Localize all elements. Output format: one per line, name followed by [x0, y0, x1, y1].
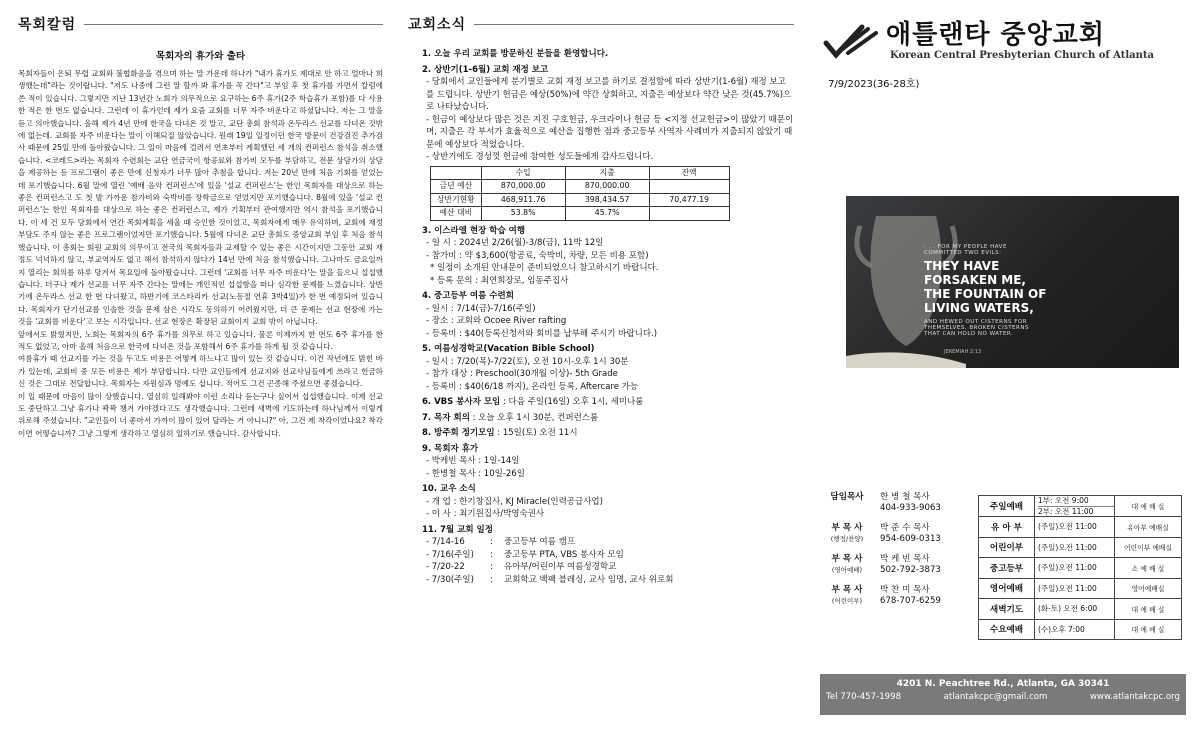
news-list — [408, 48, 794, 586]
news-line: - 등록비 : $40(6/18 까지), 온라인 등록, Aftercare 가능 — [426, 381, 639, 392]
staff-role — [820, 492, 874, 514]
finance-cell: 금년 예산 — [431, 180, 482, 194]
service-time-1: 1부: 오전 9:00 — [1038, 496, 1089, 505]
schedule-date: - 7/16(주일) — [426, 549, 474, 560]
staff-name: 박 준 수 목사 — [880, 523, 930, 533]
service-name: 유 아 부 — [979, 517, 1035, 538]
service-time: (주일)오전 11:00 — [1035, 578, 1115, 599]
news-line: - 박케빈 목사 : 1일-14일 — [426, 456, 520, 466]
pastor-column — [18, 14, 383, 719]
service-location: 대 예 배 실 — [1115, 496, 1182, 517]
header-rule — [84, 24, 383, 25]
service-row — [979, 496, 1182, 517]
finance-header: 잔액 — [649, 166, 729, 180]
finance-header — [431, 166, 482, 180]
news-line: - 당회에서 교인들에게 분기별로 교회 재정 보고를 하기로 결정함에 따라 상반기(1-6월) 재정 보고를 드립니다. 상반기 헌금은 예상(50%)에 약간 상회하고, 지출은 예상보다 약간 낮은 것(45.7%)으로 나타났습니다. — [426, 77, 792, 112]
news-item-pastor-vacation — [422, 443, 794, 481]
church-logo — [822, 20, 1188, 61]
staff-row — [820, 492, 970, 514]
news-line: - 헌금이 예상보다 많은 것은 지진 구호헌금, 우크라이나 헌금 등 <지정 선교헌금>이 많았기 때문이며, 지출은 각 부서가 효율적으로 예산을 집행한 점과 중고등부 사역자 사례비가 지출되지 않았기 때문에 예상보다 적었습니다. — [426, 114, 794, 150]
finance-cell: 53.8% — [481, 207, 565, 221]
staff-role — [820, 585, 874, 607]
service-row — [979, 578, 1182, 599]
service-name: 새벽기도 — [979, 599, 1035, 620]
staff-contact — [874, 554, 941, 576]
service-row — [979, 599, 1182, 620]
church-name-kr: 애틀랜타 중앙교회 — [886, 20, 1105, 50]
service-row — [979, 537, 1182, 558]
service-name: 주일예배 — [979, 496, 1035, 517]
news-item-title: 6. VBS 봉사자 모임 — [422, 397, 501, 407]
poster-text — [924, 244, 1046, 355]
finance-header: 지출 — [565, 166, 649, 180]
service-name: 중고등부 — [979, 558, 1035, 579]
service-location: 유아부 예배실 — [1115, 517, 1182, 538]
staff-row — [820, 523, 970, 545]
service-row — [979, 517, 1182, 538]
contact-footer — [820, 674, 1186, 715]
staff-name: 한 병 철 목사 — [880, 492, 930, 502]
finance-cell: 398,434.57 — [565, 193, 649, 207]
column-header — [18, 14, 383, 34]
service-time-2: 2부: 오전 11:00 — [1038, 506, 1114, 516]
staff-phone: 678-707-6259 — [880, 596, 941, 606]
column-title: 목회자의 휴가와 출타 — [155, 51, 246, 62]
news-item-text: : 오늘 오후 1시 30분, 컨퍼런스룸 — [469, 412, 599, 423]
finance-cell: 70,477.19 — [649, 193, 729, 207]
bulletin-date: 7/9/2023(36-28호) — [828, 79, 920, 90]
schedule-event: 중고등부 여름 캠프 — [504, 537, 576, 547]
news-line: - 일시 : 7/20(목)-7/22(토), 오전 10시-오후 1시 30분 — [426, 356, 629, 367]
service-name: 수요예배 — [979, 619, 1035, 640]
schedule-event: 중고등부 PTA, VBS 봉사자 모임 — [504, 549, 624, 560]
schedule-sep: : — [490, 537, 493, 547]
staff-phone: 954-609-0313 — [880, 534, 941, 544]
service-location: 대 예 배 실 — [1115, 619, 1182, 640]
service-time: (주일)오전 11:00 — [1035, 537, 1115, 558]
column-paragraph: 목회자들이 은퇴 무렵 교회와 불협화음을 겪으며 하는 말 가운데 하나가 "내가 휴가도 제대로 안 하고 얼마나 희생했는데"라는 것이랍니다. "저도 나중에 그런 말 할까 봐 휴가를 꼭 간다"고 부임 후 첫 휴가를 가면서 칼럼에 쓴 적이 있습니다. 그렇지만 지난 13년간 노회가 의무적으로 요구하는 6주 휴가(2주 학습휴가 포함)를 다 사용한 적은 한 번도 없습니다. 그런데 이 휴가인데 제가 요즘 교회를 너무 자주 비운다고 하셨답니다. 저는 그 말을 듣고 의아했습니다. 올해 제가 4년 만에 한국을 다녀온 것 말고, 교단 총회 참석과 온두라스 선교를 다녀온 것밖에 없는데. 교회를 자주 비운다는 말이 이해되질 않았습니다. 원래 19일 일정이던 한국 방문이 건강검진 추가검사 때문에 25일 만에 돌아왔습니다. 그 일이 마음에 걸려서 연초부터 계획했던 세 개의 컨퍼런스 참석을 취소했습니다. <코레드>라는 목회자 수련회는 교단 연금국이 항공료와 참가비 모두를 부담하고, 전문 상담가의 상담을 제공하는 등 프로그램이 좋은 만에 신청자가 너무 많아 추첨을 합니다. 저는 20년 만에 처음 기회를 얻었는데 포기했습니다. 6월 말에 열린 '예배 음악 컨퍼런스'에 있을 '설교 컨퍼런스'는 한인 목회자를 대상으로 하는 좋은 컨퍼런스고 도 첫 발 가까운 참가비와 숙박비를 장학금으로 얻었지만 포기했습니다. 8월에 있을 '설교 컨퍼런스'는 한인 목회자를 대상으로 하는 좋은 컨퍼런스고, 제가 기획부터 관여했지만 역시 참석을 포기했습니다. 이 세 건 모두 당회에서 연간 목회계획을 세울 때 승인한 것이었고, 목회자에게 매우 유익하며, 교회에 재정 부담도 주지 않는 좋은 프로그램이었지만 포기했습니다. 5월에 다녀온 교단 총회도 중앙교회 부임 후 처음 참석했습니다. 이 총회는 회원 교회의 의무이고 전국의 목회자들과 교제할 수 있는 좋은 시간이지만 그동안 교회 재정도 넉넉하지 않고, 부교역자도 없고 해서 참석하지 않다가 14년 만에 처음 참석했습니다. 그나마도 금요일까지 열리는 회의를 하루 당겨서 목요일에 돌아왔습니다. 그런데 '교회를 너무 자주 비운다'는 말을 들으니 섭섭했습니다. 더구나 제가 선교를 너무 자주 간다는 말에는 개인적인 섭섭함을 떠나 심각한 문제를 느꼈습니다. 상반기에 온두라스 선교 한 번 다녀왔고, 하반기에 코스타리카 선교(노동절 연휴 3박4일)가 한 번 예정되어 있습니다. 목회자가 단기선교를 인솔한 것을 문제 삼은 시각도 동의하기 어려웠지만, 더 큰 문제는 선교 현장에 가는 것을 '교회를 비운다'고 보는 시각입니다. 선교 현장은 확장된 교회이지 교회 밖이 아닙니다. — [18, 69, 383, 327]
news-item-title: 10. 교우 소식 — [422, 484, 476, 494]
poster-headline: THEY HAVE FORSAKEN ME, THE FOUNTAIN OF LIVING WATERS, — [924, 259, 1047, 315]
finance-cell: 870,000.00 — [565, 180, 649, 194]
schedule-list — [422, 536, 794, 586]
service-time — [1035, 496, 1115, 517]
news-item-israel-trip — [422, 225, 794, 288]
church-phone: Tel 770-457-1998 — [826, 692, 902, 702]
staff-row — [820, 554, 970, 576]
news-line: - 한병철 목사 : 10일-26일 — [426, 468, 525, 479]
service-name: 영어예배 — [979, 578, 1035, 599]
news-item-text: : 다음 주일(16일) 오후 1시, 세미나룸 — [500, 397, 644, 407]
contact-line — [820, 692, 1186, 702]
news-column — [408, 14, 794, 719]
staff-phone: 502-792-3873 — [880, 565, 941, 575]
news-line: - 참가 대상 : Preschool(30개월 이상)- 5th Grade — [426, 369, 618, 379]
news-item-title: 2. 상반기(1-6월) 교회 재정 보고 — [422, 64, 549, 75]
news-line: - 참가비 : 약 $3,600(항공료, 숙박비, 차량, 모든 비용 포함) — [426, 250, 649, 261]
news-item-title: 11. 7월 교회 일정 — [422, 524, 493, 535]
schedule-date: - 7/14-16 — [426, 537, 465, 547]
finance-cell: 468,911.76 — [481, 193, 565, 207]
schedule-sep: : — [490, 574, 493, 585]
schedule-sep: : — [490, 562, 493, 572]
staff-role-label: 담임목사 — [830, 492, 864, 502]
news-line: - 일 시 : 2024년 2/26(월)-3/8(금), 11박 12일 — [426, 238, 604, 248]
finance-cell: 상반기현황 — [431, 193, 482, 207]
church-logo-icon — [822, 21, 880, 61]
staff-phone: 404-933-9063 — [880, 503, 941, 513]
service-time: (화-토) 오전 6:00 — [1035, 599, 1115, 620]
staff-role-label: 부 목 사 — [831, 554, 863, 564]
staff-role-label: 부 목 사 — [831, 585, 863, 595]
news-line: - 이 사 : 최기원집사/박영숙권사 — [426, 509, 545, 519]
news-item-vbs — [422, 343, 794, 393]
finance-header: 수입 — [481, 166, 565, 180]
schedule-event: 유아부/어린이부 여름성경학교 — [504, 562, 617, 572]
schedule-sep: : — [490, 549, 493, 560]
service-location: 대 예 배 실 — [1115, 599, 1182, 620]
church-address: 4201 N. Peachtree Rd., Atlanta, GA 30341 — [896, 679, 1110, 689]
service-location: 소 예 배 실 — [1115, 558, 1182, 579]
news-line: - 등록비 : $40(등록신청서와 회비를 납부해 주시기 바랍니다.) — [426, 328, 658, 339]
news-item-july-schedule — [422, 524, 794, 587]
staff-role-sub: (영어예배) — [831, 566, 863, 574]
poster-continuation: AND HEWED OUT CISTERNS FOR THEMSELVES, BROKEN CISTERNS THAT CAN HOLD NO WATER. — [924, 319, 1029, 337]
service-row — [979, 619, 1182, 640]
column-body — [18, 68, 383, 440]
poster-intro: . . . FOR MY PEOPLE HAVE COMMITTED TWO EVILS: — [924, 244, 1007, 256]
column-paragraph: 여름휴가 때 선교지를 가는 것을 두고도 비용은 어떻게 하느냐고 많이 있는 것 같습니다. 이건 작년에도 밝힌 바가 있는데, 교회비 중 모든 비용은 제가 부담합니다. 다만 교인들에게 선교지와 선교사님들에게 쓰라고 헌금하신 것은 그대로 전달합니다. 목회자는 자원심과 명예도 삽니다. 적어도 그건 곤종해 주셨으면 좋겠습니다. — [18, 354, 383, 389]
church-info-column — [812, 14, 1188, 719]
finance-cell: 예산 대비 — [431, 207, 482, 221]
scripture-poster — [846, 196, 1179, 368]
news-item-text: : 15일(토) 오전 11시 — [494, 428, 578, 438]
staff-name: 박 케 빈 목사 — [880, 554, 930, 564]
news-line: * 일정이 소개된 안내문이 준비되었으니 참고하시기 바랍니다. — [430, 263, 659, 273]
news-item-welcome: 1. 오늘 우리 교회를 방문하신 분들을 환영합니다. — [422, 49, 609, 59]
service-name: 어린이부 — [979, 537, 1035, 558]
staff-role-sub: (어린이부) — [831, 597, 863, 605]
staff-role — [820, 554, 874, 576]
finance-cell — [649, 207, 729, 221]
finance-cell: 870,000.00 — [481, 180, 565, 194]
news-item-title: 4. 중고등부 여름 수련회 — [422, 291, 514, 301]
service-location: 영어예배실 — [1115, 578, 1182, 599]
staff-role — [820, 523, 874, 545]
service-time: (수)오후 7:00 — [1035, 619, 1115, 640]
service-row — [979, 558, 1182, 579]
staff-role-label: 부 목 사 — [831, 523, 863, 533]
news-line: - 장소 : 교회와 Ocoee River rafting — [426, 316, 567, 326]
news-item-title: 5. 여름성경학교(Vacation Bible School) — [422, 344, 595, 354]
news-line: - 개 업 : 한기창집사, KJ Miracle(인력공급사업) — [426, 496, 603, 507]
column-paragraph: 앞에서도 밝혔지만, 노회는 목회자의 6주 휴가를 의무로 하고 있습니다. 물론 이제까지 한 번도 6주 휴가를 한 적도 없었고, 아마 올해 처음으로 한국에 다녀온 것을 포함해서 6주 휴가를 하게 될 것 같습니다. — [18, 329, 383, 351]
church-name-en: Korean Central Presbyterian Church of Atlanta — [890, 50, 1155, 61]
service-time: (주일)오전 11:00 — [1035, 558, 1115, 579]
staff-contact — [874, 585, 941, 607]
news-item-vbs-volunteers — [422, 396, 794, 409]
church-website[interactable]: www.atlantakcpc.org — [1089, 692, 1180, 702]
header-rule — [474, 24, 794, 25]
news-header-label: 교회소식 — [408, 17, 467, 33]
staff-role-sub: (행정/찬양) — [830, 535, 864, 543]
service-times-table — [978, 495, 1182, 640]
finance-cell: 45.7% — [565, 207, 649, 221]
news-item-finance — [422, 64, 794, 221]
finance-table — [430, 166, 730, 221]
schedule-event: 교회학교 백팩 블레싱, 교사 임명, 교사 위로회 — [504, 574, 674, 585]
service-time: (주일)오전 11:00 — [1035, 517, 1115, 538]
news-item-title: 3. 이스라엘 현장 학습 여행 — [422, 225, 526, 236]
news-line: - 일시 : 7/14(금)-7/16(주일) — [426, 303, 536, 314]
staff-contact — [874, 523, 941, 545]
finance-cell — [649, 180, 729, 194]
news-line: * 등록 문의 : 최연희장로, 임동주집사 — [430, 275, 569, 286]
service-location: 어린이부 예배실 — [1115, 537, 1182, 558]
staff-row — [820, 585, 970, 607]
news-item-title: 7. 목자 회의 — [422, 412, 470, 423]
news-header — [408, 14, 794, 34]
poster-reference: JEREMIAH 2:13 — [944, 349, 982, 355]
column-paragraph: 이 일 때문에 마음이 많이 상했습니다. 열심히 일해봐야 이런 소리나 듣는구나 싶어서 섭섭했습니다. 이제 선교도 중단하고 그냥 휴가나 꽉꽉 챙겨 가야겠다고도 생각했습니다. 그런데 새벽에 기도하는데 하나님께서 이렇게 위로해 주셨습니다. "교인들이 너 좋아서 가까이 많이 있어 달라는 거 아니니?" 아, 그건 제 착각이었나요? 착각이면 어떻습니까? 그냥 그렇게 생각하고 열심히 일하기로 했습니다. 감사합니다. — [18, 391, 383, 438]
news-line: - 상반기에도 경성껏 헌금에 참여한 성도들에게 감사드립니다. — [426, 152, 654, 162]
news-item-title: 9. 목회자 휴가 — [422, 443, 479, 454]
news-item-title: 8. 방주회 정기모임 — [422, 428, 495, 438]
column-header-label: 목회칼럼 — [18, 17, 77, 33]
news-item-youth-retreat — [422, 290, 794, 340]
staff-name: 박 찬 미 목사 — [880, 585, 930, 595]
news-item-member-news — [422, 483, 794, 521]
staff-list — [820, 492, 970, 616]
news-item-shepherd-meeting — [422, 412, 794, 425]
news-item-ark-meeting — [422, 427, 794, 440]
staff-contact — [874, 492, 941, 514]
schedule-date: - 7/20-22 — [426, 562, 465, 572]
church-email[interactable]: atlantakcpc@gmail.com — [943, 692, 1048, 702]
schedule-date: - 7/30(주일) — [426, 574, 474, 585]
